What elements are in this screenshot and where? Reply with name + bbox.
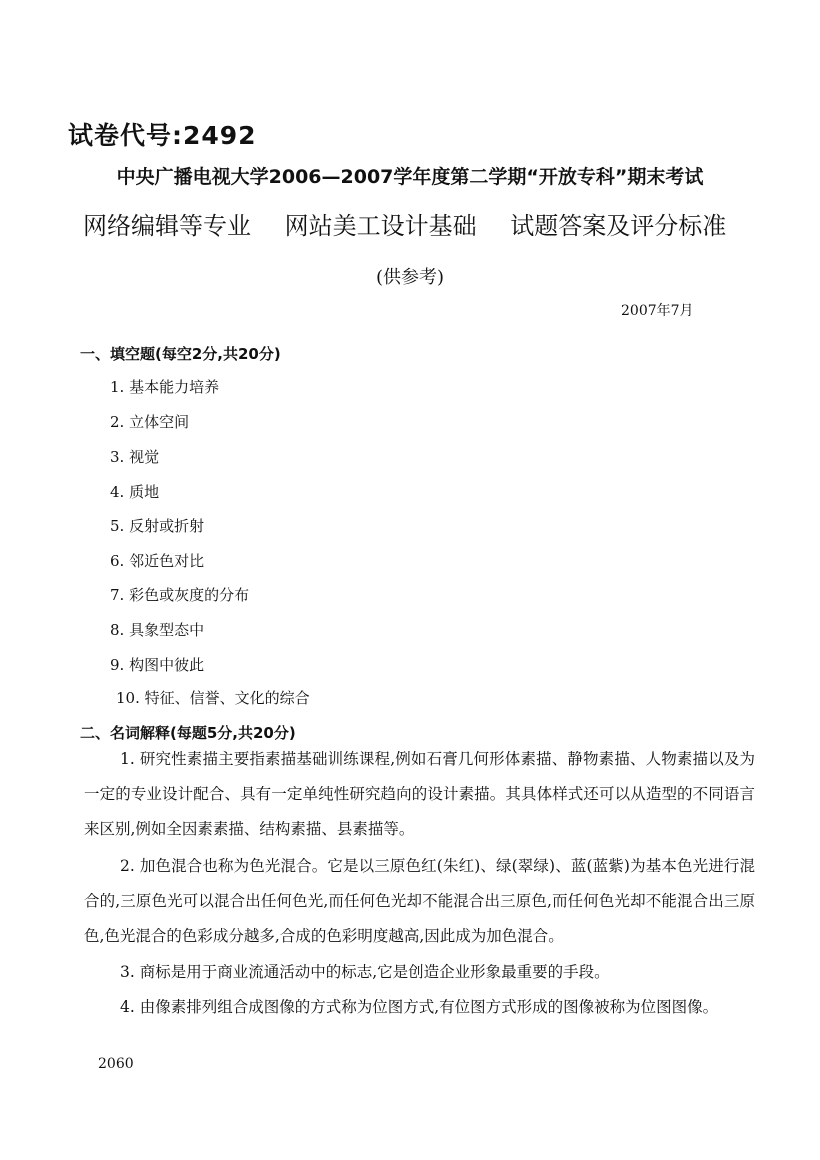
section-heading-terms: 二、名词解释(每题5分,共20分) <box>80 724 296 742</box>
major-label: 网络编辑等专业 <box>83 212 251 240</box>
section-heading-fill-in: 一、填空题(每空2分,共20分) <box>80 345 281 363</box>
answer-item: 7. 彩色或灰度的分布 <box>110 586 250 604</box>
doc-type-label: 试题答案及评分标准 <box>510 212 727 240</box>
term-explanation-paragraph: 1. 研究性素描主要指素描基础训练课程,例如石膏几何形体素描、静物素描、人物素描以及为一定的专业设计配合、具有一定单纯性研究趋向的设计素描。其具体样式还可以从造型的不同语言来区别,例如全因素素描、结构素描、县素描等。 <box>84 750 755 838</box>
answer-item: 3. 视觉 <box>110 448 160 466</box>
answer-item: 6. 邻近色对比 <box>110 552 205 570</box>
answer-item: 9. 构图中彼此 <box>110 656 205 674</box>
answer-item: 8. 具象型态中 <box>110 621 205 639</box>
term-explanation-paragraph: 3. 商标是用于商业流通活动中的标志,它是创造企业形象最重要的手段。 <box>120 963 610 981</box>
answer-item: 4. 质地 <box>110 483 160 501</box>
exam-title: 中央广播电视大学2006—2007学年度第二学期“开放专科”期末考试 <box>116 166 704 188</box>
term-explanation-paragraph: 4. 由像素排列组合成图像的方式称为位图方式,有位图方式形成的图像被称为位图图像。 <box>120 998 719 1016</box>
document-date: 2007年7月 <box>621 303 694 319</box>
answer-item: 1. 基本能力培养 <box>110 378 220 396</box>
paper-code: 试卷代号:2492 <box>68 121 257 150</box>
answer-item: 5. 反射或折射 <box>110 517 205 535</box>
term-explanation-paragraph: 2. 加色混合也称为色光混合。它是以三原色红(朱红)、绿(翠绿)、蓝(蓝紫)为基本色光进行混合的,三原色光可以混合出任何色光,而任何色光却不能混合出三原色,而任何色光却不能混合出三原色,色光混合的色彩成分越多,合成的色彩明度越高,因此成为加色混合。 <box>84 857 755 945</box>
reference-note: (供参考) <box>375 267 445 288</box>
answer-item: 2. 立体空间 <box>110 413 190 431</box>
subject-line <box>83 206 752 241</box>
answer-item: 10. 特征、信誉、文化的综合 <box>116 689 310 707</box>
page-number: 2060 <box>98 1056 134 1072</box>
course-label: 网站美工设计基础 <box>284 212 477 240</box>
